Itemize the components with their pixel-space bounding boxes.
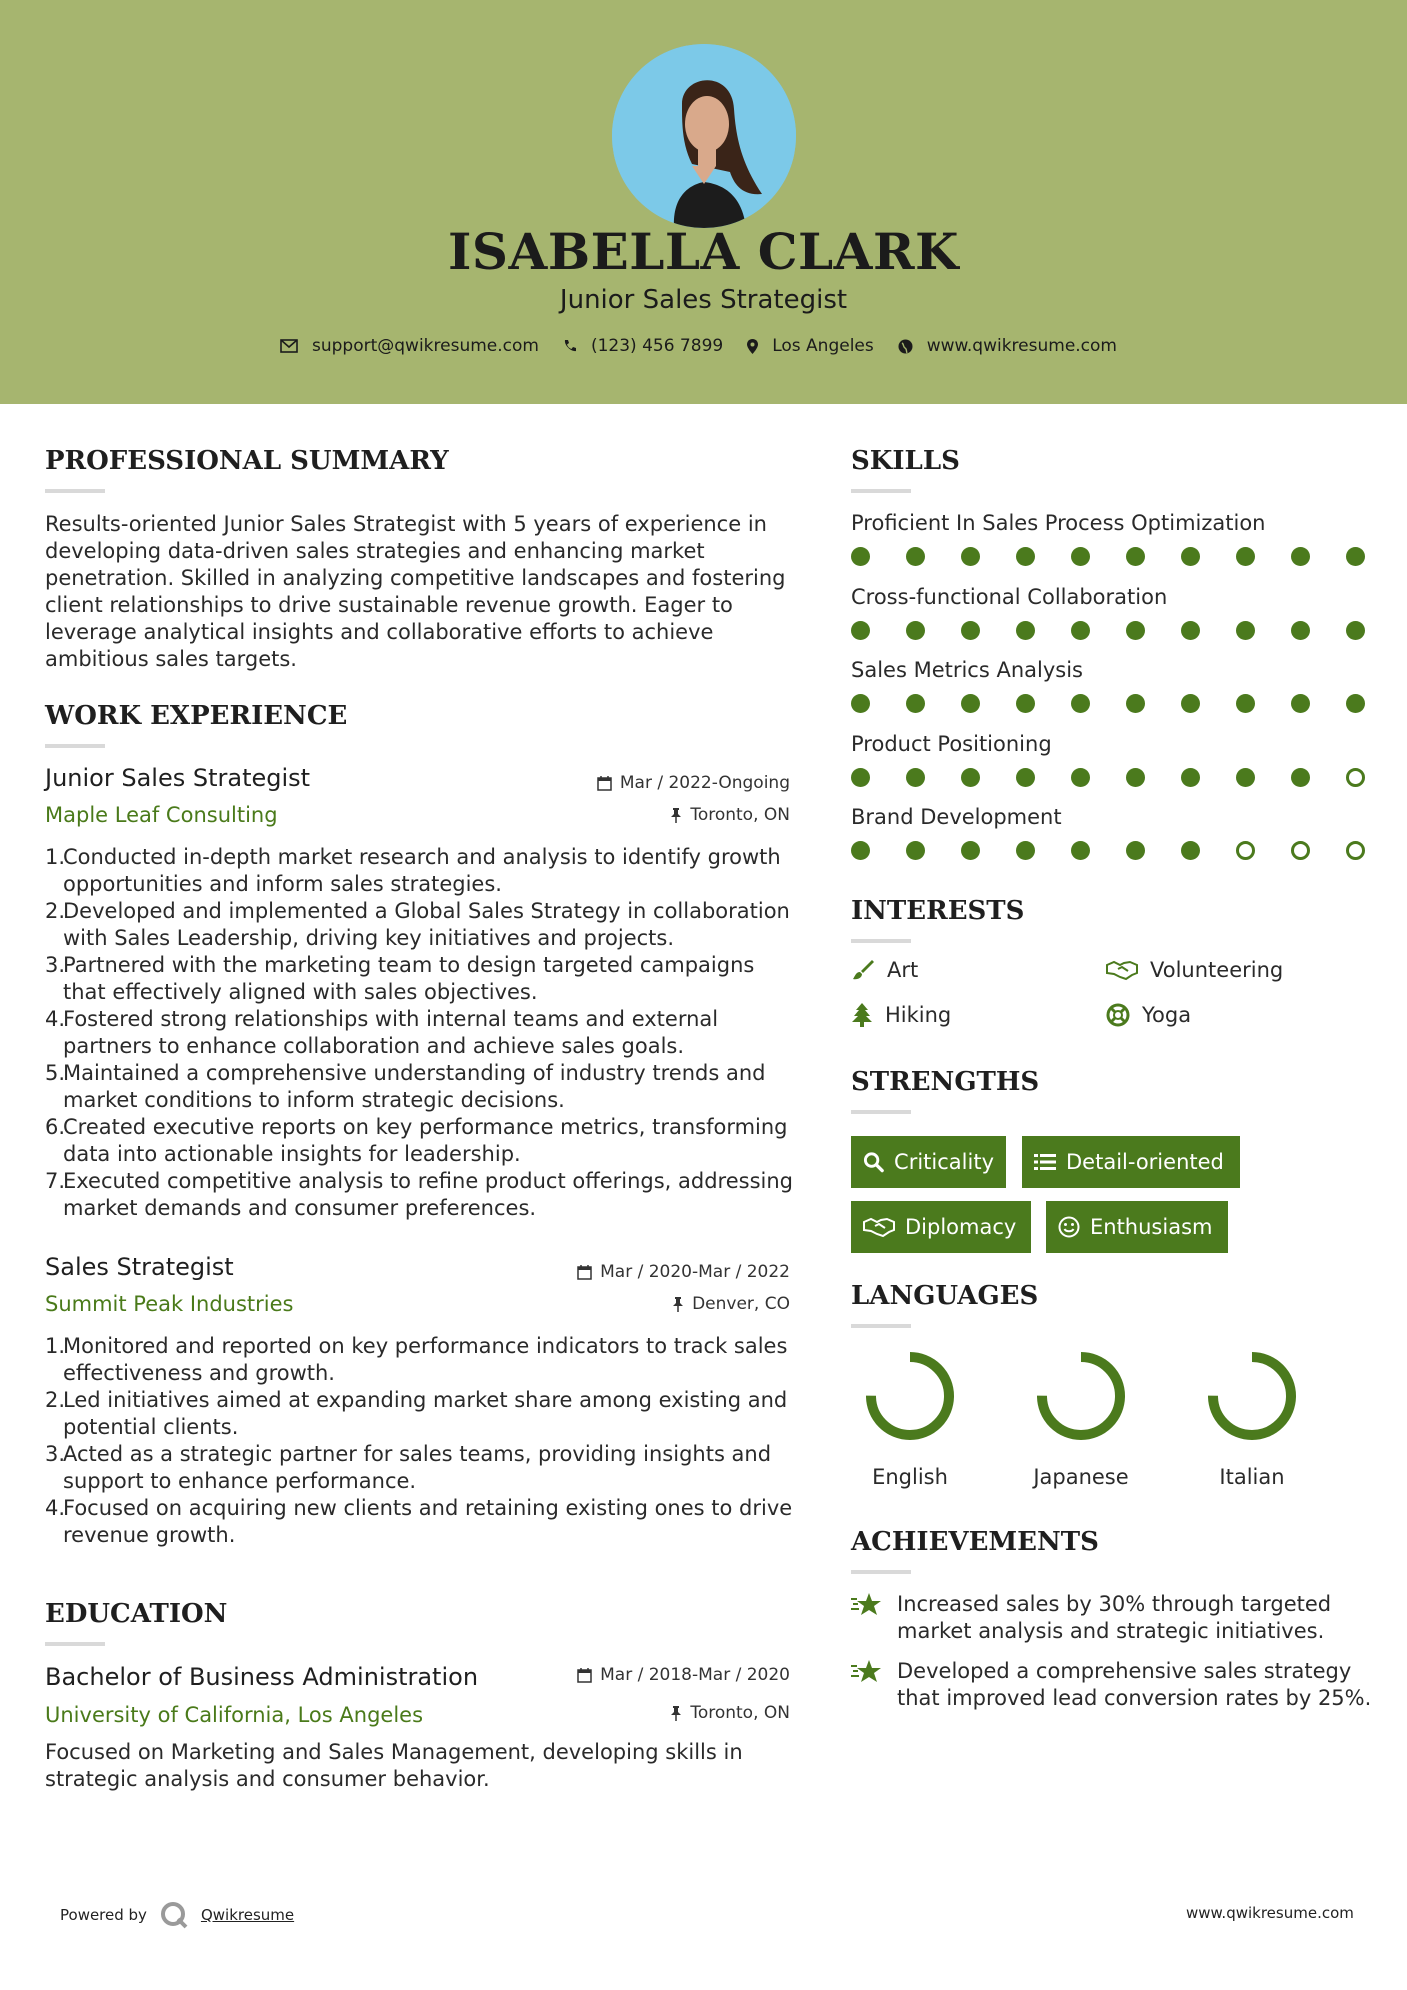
skill-dot-filled — [961, 621, 980, 640]
skill-dot-filled — [1071, 841, 1090, 860]
skill-dot-empty — [1346, 768, 1365, 787]
paintbrush-icon — [851, 958, 875, 982]
interest-label: Volunteering — [1150, 958, 1284, 982]
education-location-text: Toronto, ON — [690, 1703, 790, 1723]
item-line: partners to enhance collaboration and achieve sales goals. — [63, 1034, 685, 1058]
contact-phone[interactable] — [563, 336, 723, 356]
achievement-line: that improved lead conversion rates by 25%. — [897, 1686, 1372, 1710]
achievement-item — [851, 1591, 1331, 1645]
skill-label: Sales Metrics Analysis — [851, 658, 1083, 682]
skill-dot-filled — [906, 841, 925, 860]
list-item — [45, 1060, 815, 1114]
summary-heading: PROFESSIONAL SUMMARY — [45, 446, 449, 476]
education-heading: EDUCATION — [45, 1599, 228, 1629]
job-duties — [45, 844, 815, 1222]
skills-heading: SKILLS — [851, 446, 960, 476]
lifering-icon — [1106, 1003, 1130, 1027]
globe-icon — [898, 339, 913, 354]
strength-tag-diplomacy — [851, 1201, 1031, 1253]
skill-dot-filled — [906, 694, 925, 713]
skill-dot-filled — [1126, 547, 1145, 566]
skill-rating — [851, 694, 1365, 713]
skill-label: Brand Development — [851, 805, 1062, 829]
item-line: effectiveness and growth. — [63, 1361, 335, 1385]
skill-dot-filled — [961, 694, 980, 713]
skill-dot-filled — [1346, 547, 1365, 566]
achievement-line: Developed a comprehensive sales strategy — [897, 1659, 1352, 1683]
phone-icon — [563, 339, 577, 353]
achievement-line: Increased sales by 30% through targeted — [897, 1592, 1332, 1616]
calendar-icon — [597, 776, 612, 791]
skill-dot-filled — [1236, 694, 1255, 713]
star-award-icon — [851, 1658, 883, 1686]
skill-dot-filled — [906, 621, 925, 640]
item-number: 3. — [45, 1442, 66, 1466]
job-dates — [480, 773, 790, 793]
item-line: Conducted in-depth market research and analysis to identify growth — [63, 845, 781, 869]
language-proficiency-arc — [1213, 1357, 1291, 1435]
summary-line: ambitious sales targets. — [45, 647, 297, 671]
skills-divider — [851, 489, 911, 493]
degree-title: Bachelor of Business Administration — [45, 1663, 479, 1691]
job-duties — [45, 1333, 815, 1549]
item-line: market conditions to inform strategic decisions. — [63, 1088, 565, 1112]
skill-dot-filled — [1016, 694, 1035, 713]
footer-powered-by — [60, 1900, 294, 1930]
skill-dot-filled — [1291, 768, 1310, 787]
handshake-icon — [863, 1216, 895, 1238]
item-line: Focused on acquiring new clients and retaining existing ones to drive — [63, 1496, 793, 1520]
interest-label: Yoga — [1142, 1003, 1192, 1027]
interest-art — [851, 958, 918, 982]
interest-volunteering — [1106, 958, 1283, 982]
skill-dot-filled — [1126, 841, 1145, 860]
qwikresume-logo-icon — [159, 1900, 189, 1930]
experience-heading: WORK EXPERIENCE — [45, 701, 348, 731]
strengths-heading: STRENGTHS — [851, 1067, 1040, 1097]
language-label: Italian — [1219, 1465, 1285, 1489]
summary-line: Results-oriented Junior Sales Strategist with 5 years of experience in — [45, 512, 767, 536]
location-text: Los Angeles — [772, 336, 874, 356]
item-line: Maintained a comprehensive understanding of industry trends and — [63, 1061, 766, 1085]
contact-location — [747, 336, 874, 356]
list-icon — [1034, 1153, 1056, 1171]
skill-dot-filled — [961, 768, 980, 787]
skill-dot-filled — [1291, 694, 1310, 713]
list-item — [45, 952, 815, 1006]
pushpin-icon — [670, 808, 682, 823]
skill-dot-empty — [1236, 841, 1255, 860]
pushpin-icon — [672, 1297, 684, 1312]
skill-dot-filled — [1016, 547, 1035, 566]
language-proficiency-ring — [862, 1348, 958, 1444]
summary-line: developing data-driven sales strategies and enhancing market — [45, 539, 705, 563]
item-number: 1. — [45, 845, 66, 869]
skill-dot-filled — [851, 547, 870, 566]
list-item — [45, 1495, 815, 1549]
company-name: Maple Leaf Consulting — [45, 803, 278, 827]
item-number: 6. — [45, 1115, 66, 1139]
skill-dot-filled — [1016, 768, 1035, 787]
company-name: Summit Peak Industries — [45, 1292, 294, 1316]
summary-divider — [45, 489, 105, 493]
item-line: potential clients. — [63, 1415, 239, 1439]
item-line: market demands and consumer preferences. — [63, 1196, 537, 1220]
item-number: 5. — [45, 1061, 66, 1085]
achievement-item — [851, 1658, 1371, 1712]
skill-dot-filled — [1071, 694, 1090, 713]
calendar-icon — [577, 1668, 592, 1683]
item-line: Fostered strong relationships with internal teams and external — [63, 1007, 719, 1031]
education-line: Focused on Marketing and Sales Management, developing skills in — [45, 1740, 743, 1764]
strength-tag-detail-oriented — [1022, 1136, 1240, 1188]
skill-dot-filled — [1181, 841, 1200, 860]
job-title: Sales Strategist — [45, 1253, 234, 1281]
strength-label: Enthusiasm — [1090, 1215, 1213, 1239]
job-location-text: Denver, CO — [692, 1294, 790, 1314]
list-item — [45, 1333, 815, 1387]
education-divider — [45, 1642, 105, 1646]
job-dates-text: Mar / 2022-Ongoing — [619, 773, 790, 793]
skill-rating — [851, 547, 1365, 566]
language-proficiency-ring — [1033, 1348, 1129, 1444]
item-line: support to enhance performance. — [63, 1469, 417, 1493]
list-item — [45, 1387, 815, 1441]
email-text: support@qwikresume.com — [312, 336, 539, 356]
skill-rating — [851, 621, 1365, 640]
contact-website[interactable] — [898, 336, 1117, 356]
skill-dot-filled — [851, 621, 870, 640]
skill-dot-filled — [1236, 621, 1255, 640]
smile-icon — [1058, 1216, 1080, 1238]
skill-dot-filled — [1016, 841, 1035, 860]
interest-label: Hiking — [885, 1003, 952, 1027]
interest-yoga — [1106, 1003, 1191, 1027]
item-line: opportunities and inform sales strategies. — [63, 872, 502, 896]
skill-dot-empty — [1346, 841, 1365, 860]
skill-label: Proficient In Sales Process Optimization — [851, 511, 1266, 535]
item-line: revenue growth. — [63, 1523, 236, 1547]
skill-dot-filled — [1126, 768, 1145, 787]
achievement-line: market analysis and strategic initiatives. — [897, 1619, 1325, 1643]
tree-icon — [851, 1003, 873, 1027]
header-banner — [0, 0, 1407, 404]
language-proficiency-arc — [871, 1357, 949, 1435]
phone-text: (123) 456 7899 — [590, 336, 724, 356]
skill-dot-filled — [851, 841, 870, 860]
item-line: with Sales Leadership, driving key initiatives and projects. — [63, 926, 675, 950]
item-number: 7. — [45, 1169, 66, 1193]
education-dates — [480, 1665, 790, 1685]
skill-dot-filled — [961, 547, 980, 566]
contact-email[interactable] — [280, 336, 539, 356]
map-pin-icon — [747, 339, 758, 354]
skill-rating — [851, 768, 1365, 787]
job-dates — [480, 1262, 790, 1282]
envelope-icon — [280, 339, 298, 353]
language-proficiency-ring — [1204, 1348, 1300, 1444]
skill-dot-filled — [1016, 621, 1035, 640]
powered-by-text: Powered by — [60, 1906, 147, 1924]
item-number: 2. — [45, 1388, 66, 1412]
language-label: English — [872, 1465, 948, 1489]
job-title: Junior Sales Strategist — [45, 764, 311, 792]
item-number: 1. — [45, 1334, 66, 1358]
summary-line: leverage analytical insights and collaborative efforts to achieve — [45, 620, 714, 644]
item-number: 4. — [45, 1007, 66, 1031]
strength-tag-enthusiasm — [1046, 1201, 1228, 1253]
skill-dot-filled — [851, 694, 870, 713]
job-location — [480, 805, 790, 825]
skill-dot-filled — [1071, 768, 1090, 787]
interest-label: Art — [887, 958, 919, 982]
item-line: Developed and implemented a Global Sales Strategy in collaboration — [63, 899, 790, 923]
skill-dot-filled — [851, 768, 870, 787]
skill-dot-empty — [1291, 841, 1310, 860]
skill-dot-filled — [906, 768, 925, 787]
strength-label: Detail-oriented — [1066, 1150, 1224, 1174]
item-line: Partnered with the marketing team to design targeted campaigns — [63, 953, 755, 977]
search-icon — [863, 1151, 884, 1173]
pushpin-icon — [670, 1706, 682, 1721]
star-award-icon — [851, 1591, 883, 1619]
item-line: Created executive reports on key performance metrics, transforming — [63, 1115, 788, 1139]
achievements-heading: ACHIEVEMENTS — [851, 1527, 1099, 1557]
interests-divider — [851, 939, 911, 943]
item-number: 2. — [45, 899, 66, 923]
skill-dot-filled — [961, 841, 980, 860]
candidate-name: ISABELLA CLARK — [448, 222, 959, 281]
skill-rating — [851, 841, 1365, 860]
skill-dot-filled — [1291, 621, 1310, 640]
skill-dot-filled — [1181, 694, 1200, 713]
item-number: 3. — [45, 953, 66, 977]
skill-dot-filled — [1181, 621, 1200, 640]
strength-label: Diplomacy — [905, 1215, 1017, 1239]
education-location — [480, 1703, 790, 1723]
skill-dot-filled — [1126, 694, 1145, 713]
item-line: that effectively aligned with sales objectives. — [63, 980, 538, 1004]
skill-dot-filled — [1346, 621, 1365, 640]
strength-label: Criticality — [894, 1150, 994, 1174]
summary-line: penetration. Skilled in analyzing competitive landscapes and fostering — [45, 566, 786, 590]
list-item — [45, 844, 815, 898]
list-item — [45, 898, 815, 952]
list-item — [45, 1441, 815, 1495]
education-dates-text: Mar / 2018-Mar / 2020 — [600, 1665, 790, 1685]
skill-dot-filled — [1071, 621, 1090, 640]
achievements-divider — [851, 1570, 911, 1574]
experience-divider — [45, 744, 105, 748]
skill-dot-filled — [1071, 547, 1090, 566]
footer-website[interactable]: www.qwikresume.com — [1186, 1904, 1354, 1922]
avatar — [612, 44, 796, 228]
item-line: Led initiatives aimed at expanding market share among existing and — [63, 1388, 788, 1412]
languages-divider — [851, 1324, 911, 1328]
item-line: data into actionable insights for leadership. — [63, 1142, 521, 1166]
item-line: Executed competitive analysis to refine product offerings, addressing — [63, 1169, 793, 1193]
list-item — [45, 1168, 815, 1222]
strength-tag-criticality — [851, 1136, 1006, 1188]
item-line: Acted as a strategic partner for sales teams, providing insights and — [63, 1442, 772, 1466]
contact-bar — [0, 336, 1407, 356]
skill-dot-filled — [1181, 547, 1200, 566]
list-item — [45, 1114, 815, 1168]
skill-dot-filled — [1236, 768, 1255, 787]
summary-line: client relationships to drive sustainable revenue growth. Eager to — [45, 593, 733, 617]
language-proficiency-arc — [1042, 1357, 1120, 1435]
job-location — [480, 1294, 790, 1314]
skill-dot-filled — [1291, 547, 1310, 566]
calendar-icon — [577, 1265, 592, 1280]
brand-link[interactable]: Qwikresume — [200, 1906, 295, 1924]
interests-heading: INTERESTS — [851, 896, 1025, 926]
education-description — [45, 1739, 815, 1793]
skill-label: Cross-functional Collaboration — [851, 584, 1168, 609]
skill-dot-filled — [1236, 547, 1255, 566]
list-item — [45, 1006, 815, 1060]
job-location-text: Toronto, ON — [690, 805, 790, 825]
skill-dot-filled — [906, 547, 925, 566]
interest-hiking — [851, 1003, 951, 1027]
candidate-title: Junior Sales Strategist — [559, 285, 848, 315]
strengths-divider — [851, 1110, 911, 1114]
summary-text — [45, 511, 805, 673]
handshake-icon — [1106, 959, 1138, 981]
school-name: University of California, Los Angeles — [45, 1703, 424, 1727]
skill-dot-filled — [1181, 768, 1200, 787]
language-label: Japanese — [1033, 1465, 1129, 1489]
education-line: strategic analysis and consumer behavior. — [45, 1767, 490, 1791]
skill-label: Product Positioning — [851, 731, 1052, 756]
item-line: Monitored and reported on key performance indicators to track sales — [63, 1334, 788, 1358]
skill-dot-filled — [1346, 694, 1365, 713]
languages-heading: LANGUAGES — [851, 1281, 1039, 1311]
job-dates-text: Mar / 2020-Mar / 2022 — [600, 1262, 790, 1282]
skill-dot-filled — [1126, 621, 1145, 640]
item-number: 4. — [45, 1496, 66, 1520]
website-text: www.qwikresume.com — [926, 336, 1117, 356]
